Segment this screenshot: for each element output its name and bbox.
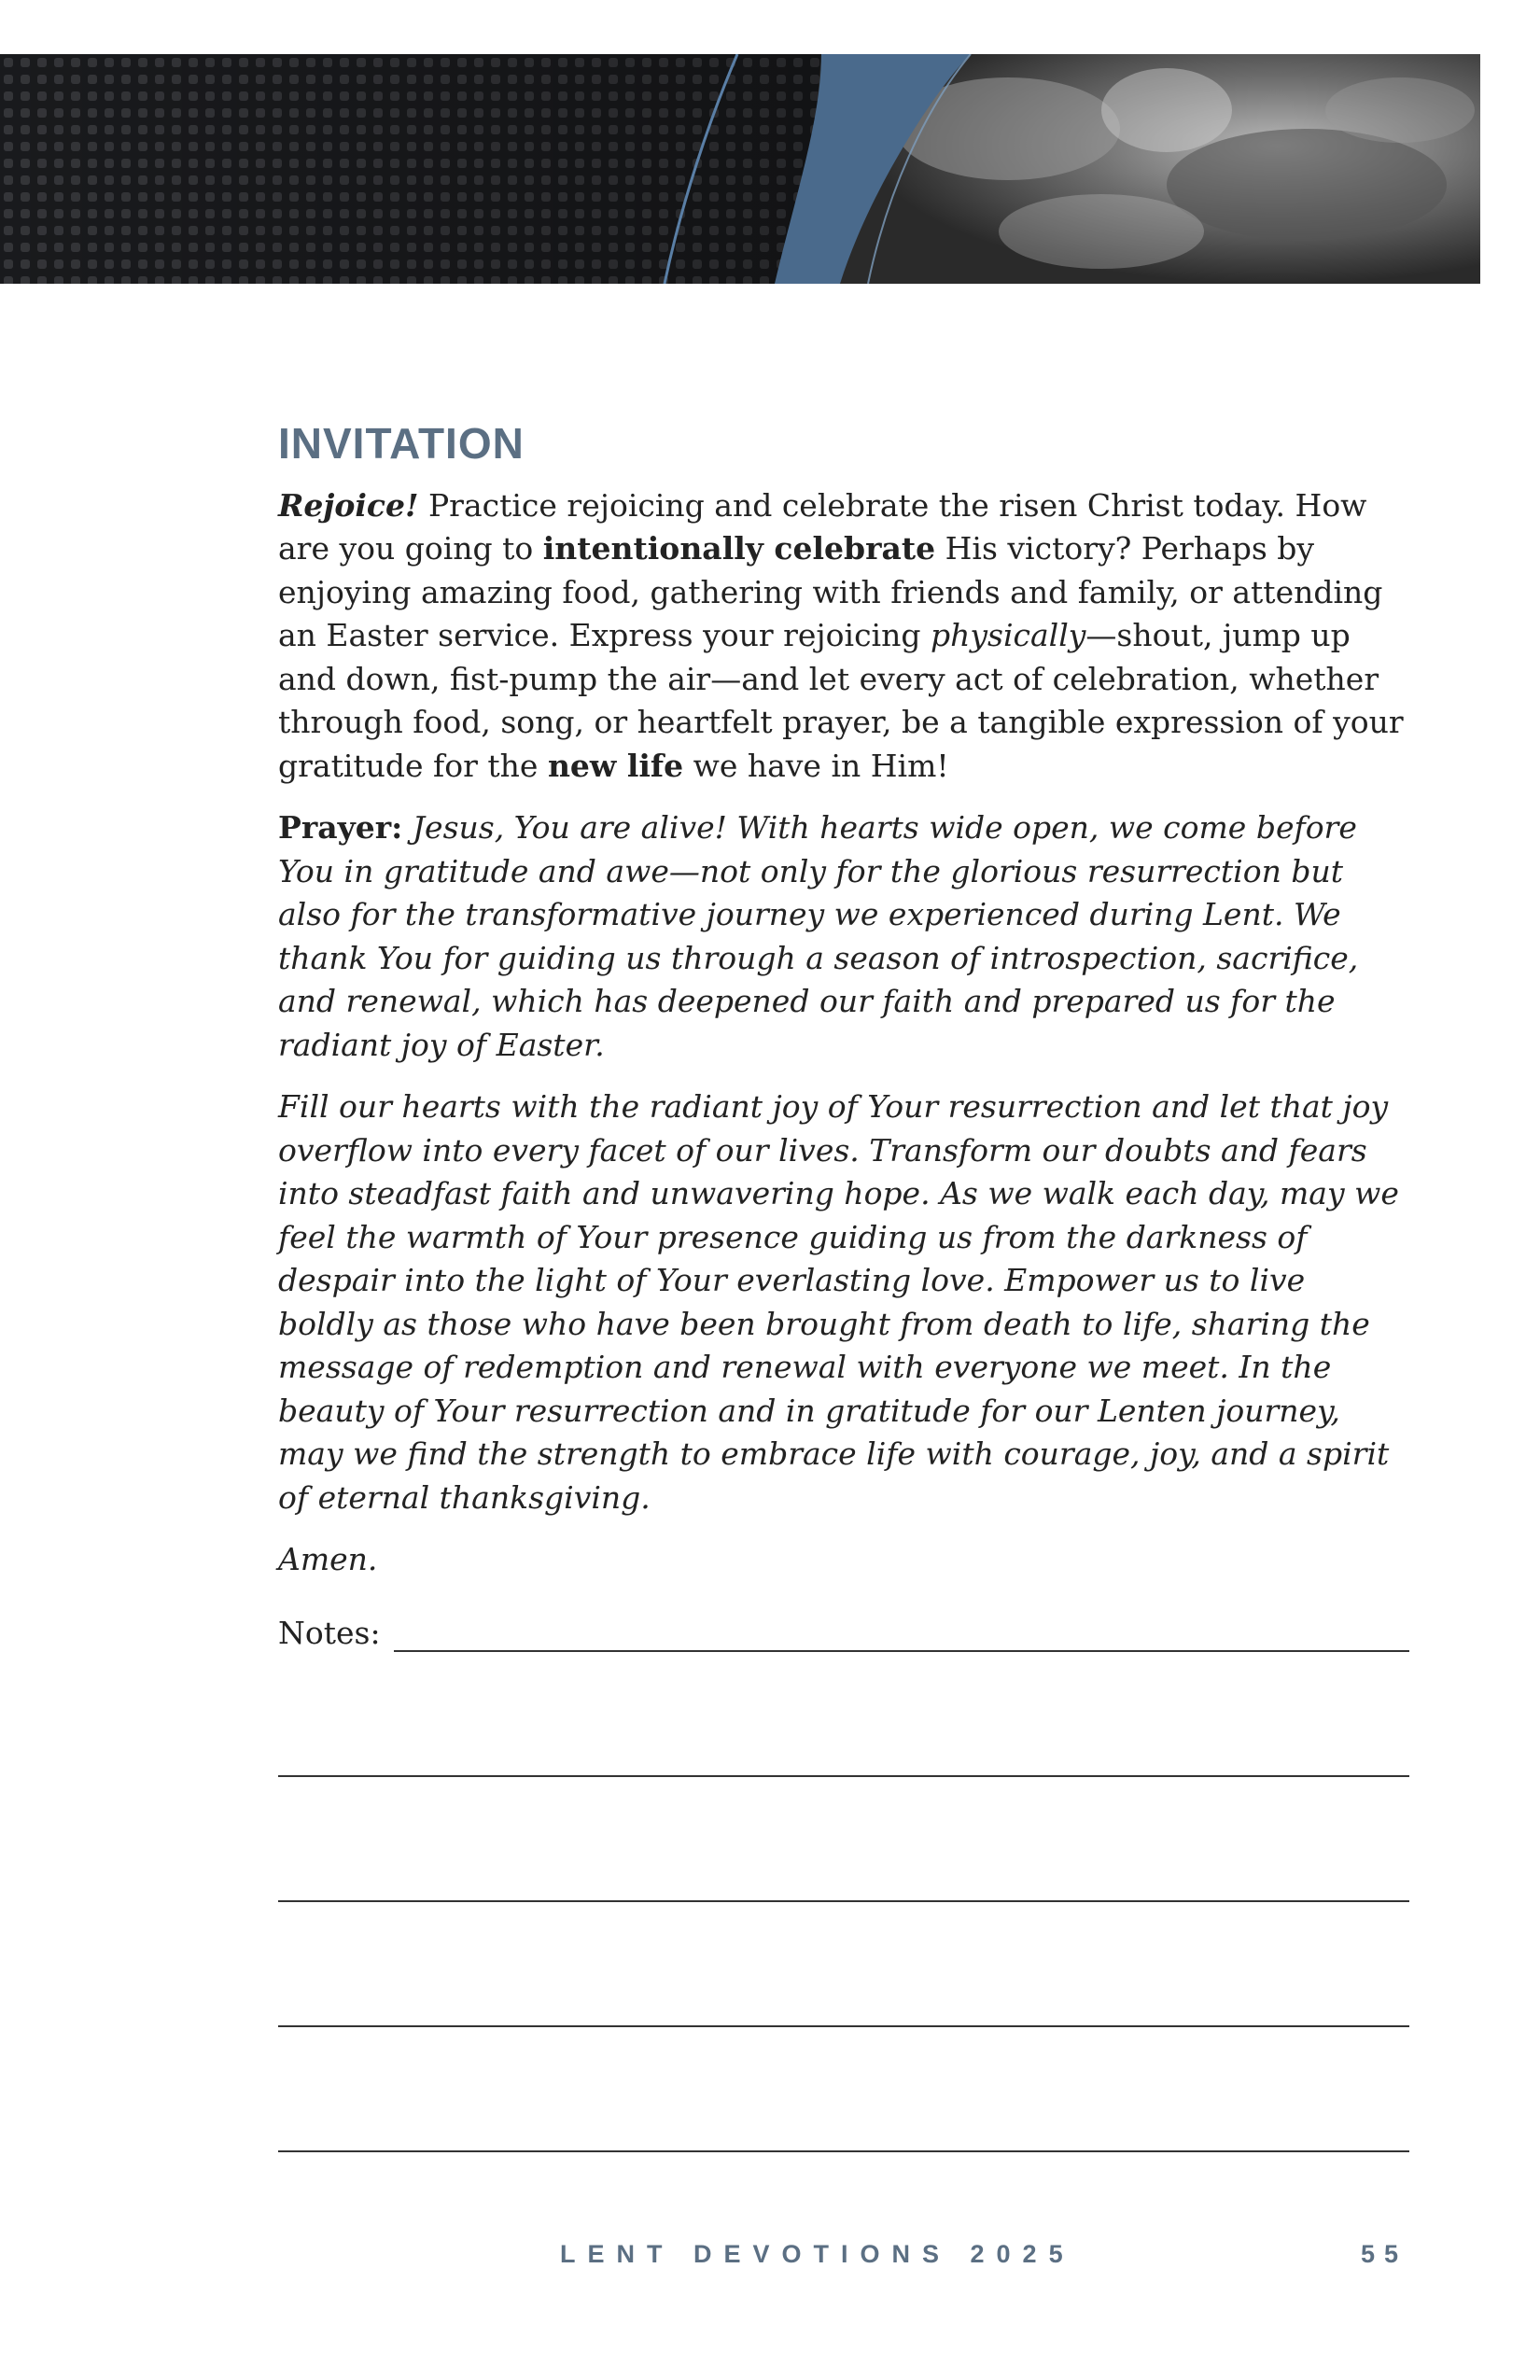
invitation-section bbox=[278, 420, 1409, 1601]
rejoice-emphasis: Rejoice! bbox=[278, 486, 419, 524]
notes-label: Notes: bbox=[278, 1615, 381, 1651]
page-footer bbox=[0, 2240, 1540, 2277]
physically-emphasis: physically bbox=[930, 617, 1086, 654]
section-title: INVITATION bbox=[278, 419, 525, 468]
new-life-emphasis: new life bbox=[547, 747, 684, 784]
paragraph-text: —shout, jump up and down, fist-pump the air—and let every act of celebration, whether through food, song, or heartfelt prayer, be a tangible expression of your gratitude for the bbox=[278, 617, 1404, 784]
notes-section bbox=[278, 1607, 1409, 2152]
notes-line[interactable] bbox=[278, 2150, 1409, 2152]
notes-line[interactable] bbox=[278, 1775, 1409, 1777]
notes-line[interactable] bbox=[394, 1615, 1409, 1652]
prayer-label: Prayer: bbox=[278, 809, 403, 847]
intentionally-celebrate-emphasis: intentionally celebrate bbox=[542, 530, 936, 567]
page-number: 55 bbox=[1361, 2240, 1408, 2268]
paragraph-text: Practice rejoicing and celebrate the risen Christ today. How are you going to bbox=[278, 486, 1367, 567]
prayer-text: Jesus, You are alive! With hearts wide open, we come before You in gratitude and awe—not only for the glorious resurrection but also for the transformative journey we experienced during Lent. We thank You for guiding us through a season of introspection, sacrifice, and renewal, which has deepened our faith and prepared us for the radiant joy of Easter. bbox=[278, 809, 1359, 1063]
header-banner-image bbox=[0, 54, 1480, 284]
notes-first-row bbox=[278, 1607, 1409, 1652]
paragraph-text: we have in Him! bbox=[683, 747, 949, 784]
prayer-continuation: Fill our hearts with the radiant joy of Your resurrection and let that joy overflow into every facet of our lives. Transform our doubts and fears into steadfast faith and unwavering hope. As we walk each day, may we feel the warmth of Your presence guiding us from the darkness of despair into the light of Your everlasting love. Empower us to live boldly as those who have been brought from death to life, sharing the message of redemption and renewal with everyone we meet. In the beauty of Your resurrection and in gratitude for our Lenten journey, may we find the strength to embrace life with courage, joy, and a spirit of eternal thanksgiving. bbox=[278, 1088, 1399, 1516]
prayer-paragraph bbox=[278, 806, 1409, 1067]
header-banner bbox=[0, 54, 1480, 284]
invitation-paragraph bbox=[278, 484, 1409, 789]
notes-line[interactable] bbox=[278, 1900, 1409, 1902]
footer-title: LENT DEVOTIONS 2025 bbox=[560, 2240, 1075, 2268]
notes-line[interactable] bbox=[278, 2025, 1409, 2027]
amen: Amen. bbox=[278, 1541, 378, 1578]
paragraph-text: His victory? Perhaps by enjoying amazing food, gathering with friends and family, or attending an Easter service. Express your rejoicing bbox=[278, 530, 1383, 654]
